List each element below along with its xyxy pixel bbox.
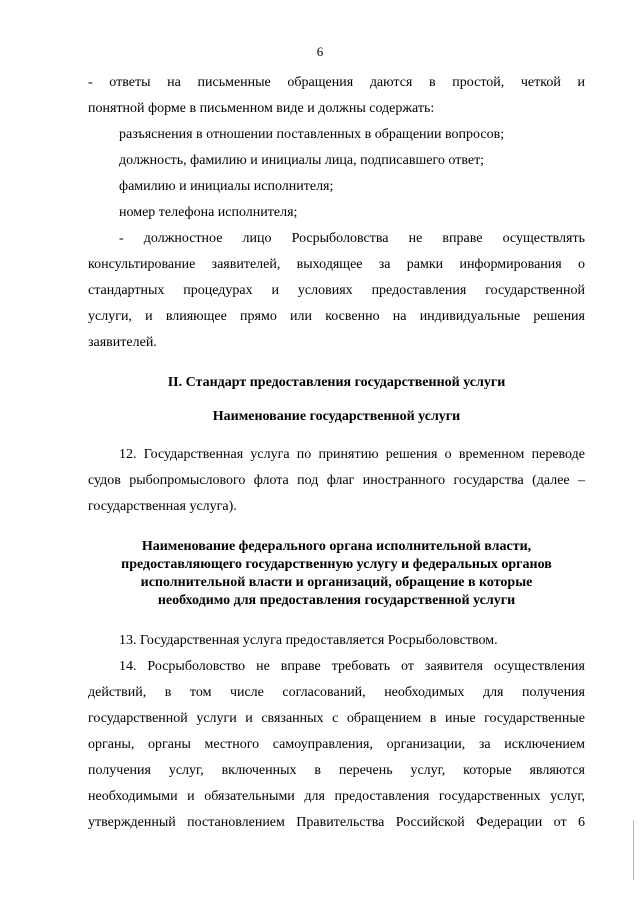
- heading-line: исполнительной власти и организаций, обращение в которые: [140, 575, 533, 590]
- list-item: номер телефона исполнителя;: [119, 205, 298, 220]
- paragraph-13: 13. Государственная услуга предоставляется Росрыболовством.: [119, 633, 498, 648]
- text-line: необходимыми и обязательными для предоставления государственных услуг,: [88, 789, 585, 804]
- page-number: 6: [316, 44, 324, 59]
- text-line: органы, органы местного самоуправления, организации, за исключением: [88, 737, 585, 752]
- official-restriction-paragraph: [88, 226, 585, 356]
- text-line: судов рыбопромыслового флота под флаг иностранного государства (далее –: [88, 473, 585, 488]
- scan-edge-mark: [633, 820, 634, 880]
- list-item: разъяснения в отношении поставленных в обращении вопросов;: [119, 127, 505, 142]
- text-line: 12. Государственная услуга по принятию решения о временном переводе: [119, 447, 585, 462]
- paragraph-12: [88, 442, 585, 520]
- heading-line: необходимо для предоставления государственной услуги: [157, 593, 516, 608]
- text-line: утвержденный постановлением Правительства Российской Федерации от 6: [88, 815, 585, 830]
- text-line: услуги, и влияющее прямо или косвенно на индивидуальные решения: [88, 309, 585, 324]
- text-line: получения услуг, включенных в перечень услуг, которые являются: [88, 763, 585, 778]
- text-line: стандартных процедурах и условиях предоставления государственной: [88, 283, 585, 298]
- text-line: консультирование заявителей, выходящее за рамки информирования о: [88, 257, 585, 272]
- text-line: государственной услуги и связанных с обращением в иные государственные: [88, 711, 585, 726]
- text-line: заявителей.: [88, 335, 157, 350]
- authority-subsection-title: [88, 538, 585, 610]
- text-line: 14. Росрыболовство не вправе требовать от заявителя осуществления: [119, 659, 585, 674]
- text-line: государственная услуга).: [88, 499, 237, 514]
- list-item: должность, фамилию и инициалы лица, подписавшего ответ;: [119, 153, 485, 168]
- list-item: фамилию и инициалы исполнителя;: [119, 179, 334, 194]
- text-line: понятной форме в письменном виде и должны содержать:: [88, 101, 435, 116]
- text-line: - ответы на письменные обращения даются в простой, четкой и: [88, 75, 585, 90]
- heading-line: предоставляющего государственную услугу и федеральных органов: [121, 557, 552, 572]
- heading-line: Наименование федерального органа исполнительной власти,: [141, 539, 532, 554]
- response-requirements-paragraph: [88, 70, 585, 122]
- subsection-title: Наименование государственной услуги: [212, 409, 461, 424]
- text-line: действий, в том числе согласований, необходимых для получения: [88, 685, 585, 700]
- text-line: - должностное лицо Росрыболовства не вправе осуществлять: [119, 231, 585, 246]
- section-title: II. Стандарт предоставления государственной услуги: [167, 375, 506, 390]
- page-content: [88, 70, 585, 836]
- paragraph-14: [88, 654, 585, 836]
